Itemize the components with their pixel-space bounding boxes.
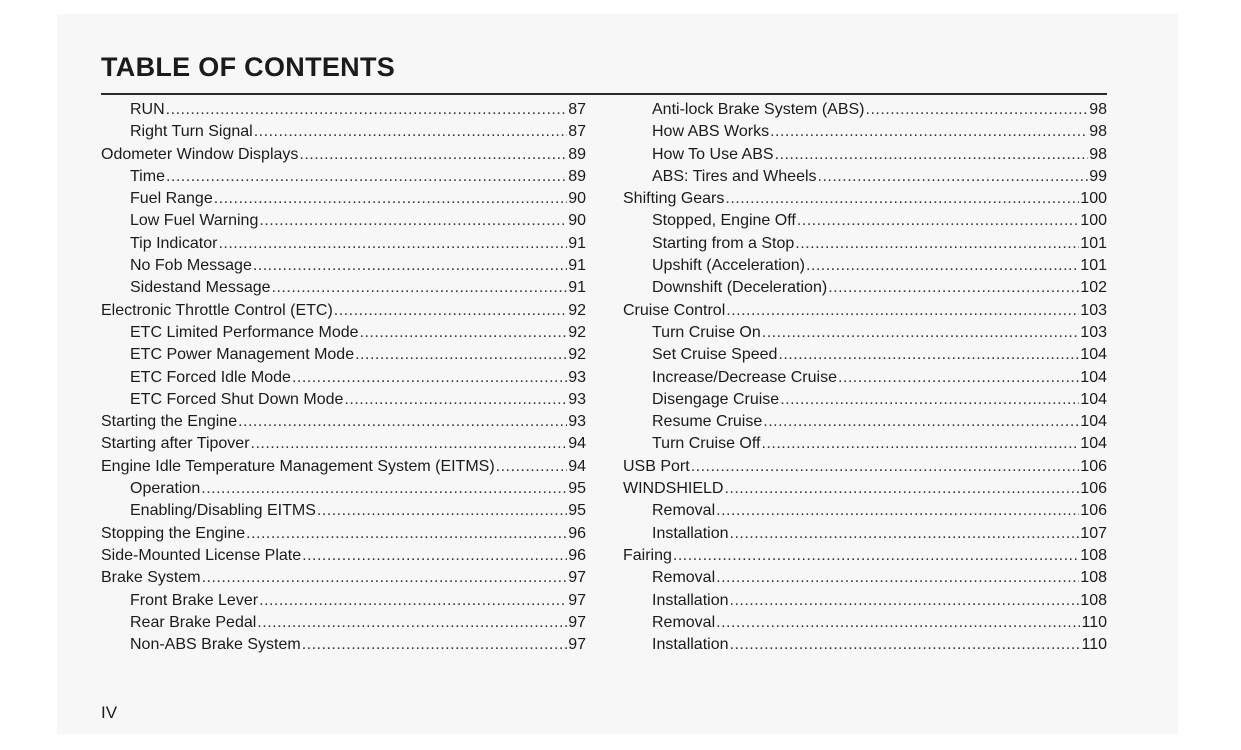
toc-entry-page: 93 — [568, 368, 586, 386]
toc-entry[interactable] — [623, 545, 1107, 567]
dot-leader — [317, 500, 567, 522]
toc-entry-label: Rear Brake Pedal — [130, 613, 257, 631]
toc-entry-label: Downshift (Deceleration) — [652, 279, 828, 297]
toc-entry-page: 106 — [1080, 480, 1107, 498]
toc-entry-label: Low Fuel Warning — [130, 212, 259, 230]
toc-entry-label: Set Cruise Speed — [652, 346, 778, 364]
toc-entry-label: ETC Limited Performance Mode — [130, 323, 359, 341]
toc-entry-label: Installation — [652, 636, 729, 654]
toc-entry[interactable] — [101, 411, 586, 433]
toc-entry[interactable] — [101, 433, 586, 455]
dot-leader — [253, 255, 567, 277]
toc-entry-page: 103 — [1080, 301, 1107, 319]
dot-leader — [770, 121, 1088, 143]
dot-leader — [726, 300, 1079, 322]
toc-entry-label: WINDSHIELD — [623, 480, 724, 498]
toc-entry[interactable] — [101, 322, 586, 344]
dot-leader — [673, 545, 1079, 567]
toc-entry-label: Front Brake Lever — [130, 591, 259, 609]
toc-entry-page: 99 — [1089, 167, 1107, 185]
toc-entry-label: Sidestand Message — [130, 279, 271, 297]
toc-left-column — [101, 99, 586, 656]
toc-entry[interactable] — [101, 121, 586, 143]
toc-entry-page: 98 — [1089, 123, 1107, 141]
toc-entry-label: Starting after Tipover — [101, 435, 250, 453]
toc-entry[interactable] — [623, 121, 1107, 143]
toc-entry-label: ETC Forced Shut Down Mode — [130, 390, 344, 408]
dot-leader — [716, 612, 1080, 634]
toc-entry-page: 104 — [1080, 346, 1107, 364]
toc-entry-page: 104 — [1080, 368, 1107, 386]
toc-entry-page: 90 — [568, 190, 586, 208]
toc-entry[interactable] — [101, 344, 586, 366]
toc-entry-page: 95 — [568, 480, 586, 498]
toc-entry[interactable] — [623, 210, 1107, 232]
dot-leader — [272, 277, 568, 299]
dot-leader — [299, 144, 567, 166]
toc-entry-page: 98 — [1089, 145, 1107, 163]
toc-entry-label: Resume Cruise — [652, 413, 763, 431]
dot-leader — [257, 612, 567, 634]
dot-leader — [360, 322, 568, 344]
dot-leader — [780, 389, 1079, 411]
toc-entry-label: No Fob Message — [130, 257, 252, 275]
toc-entry-page: 108 — [1080, 546, 1107, 564]
toc-entry[interactable] — [623, 590, 1107, 612]
toc-entry[interactable] — [623, 456, 1107, 478]
toc-entry-label: Right Turn Signal — [130, 123, 253, 141]
toc-entry[interactable] — [623, 634, 1107, 656]
toc-entry[interactable] — [623, 411, 1107, 433]
toc-entry[interactable] — [101, 99, 586, 121]
dot-leader — [797, 210, 1079, 232]
toc-entry[interactable] — [623, 233, 1107, 255]
toc-entry-label: Brake System — [101, 569, 201, 587]
dot-leader — [238, 411, 567, 433]
toc-entry-page: 98 — [1089, 101, 1107, 118]
dot-leader — [762, 322, 1080, 344]
toc-entry-label: Tip Indicator — [130, 234, 218, 252]
dot-leader — [724, 478, 1079, 500]
dot-leader — [254, 121, 567, 143]
toc-entry-label: Electronic Throttle Control (ETC) — [101, 301, 333, 319]
toc-entry-page: 92 — [568, 323, 586, 341]
toc-entry[interactable] — [101, 367, 586, 389]
toc-entry-label: Engine Idle Temperature Management System (EITMS) — [101, 457, 495, 475]
toc-entry[interactable] — [101, 545, 586, 567]
toc-entry-page: 104 — [1080, 413, 1107, 431]
toc-entry-label: Turn Cruise On — [652, 323, 761, 341]
toc-entry-label: Time — [130, 167, 165, 185]
toc-entry[interactable] — [623, 277, 1107, 299]
toc-entry-label: Odometer Window Displays — [101, 145, 299, 163]
toc-entry-page: 93 — [568, 390, 586, 408]
toc-entry-label: Cruise Control — [623, 301, 726, 319]
toc-entry-label: Stopping the Engine — [101, 524, 246, 542]
dot-leader — [214, 188, 567, 210]
toc-entry-page: 110 — [1081, 613, 1107, 631]
toc-entry-label: Side-Mounted License Plate — [101, 546, 302, 564]
toc-entry-page: 93 — [568, 413, 586, 431]
toc-entry[interactable] — [623, 478, 1107, 500]
toc-entry-page: 104 — [1080, 390, 1107, 408]
toc-entry-page: 101 — [1080, 257, 1107, 275]
toc-entry[interactable] — [623, 255, 1107, 277]
toc-entry[interactable] — [623, 523, 1107, 545]
toc-entry-page: 102 — [1080, 279, 1107, 297]
dot-leader — [218, 233, 567, 255]
page-number: IV — [101, 703, 118, 722]
dot-leader — [166, 99, 568, 121]
toc-entry-label: Non-ABS Brake System — [130, 636, 301, 654]
dot-leader — [251, 433, 568, 455]
toc-entry-label: Removal — [652, 613, 716, 631]
dot-leader — [201, 478, 567, 500]
toc-entry[interactable] — [101, 612, 586, 634]
toc-entry-label: Fairing — [623, 546, 672, 564]
toc-entry-label: Removal — [652, 502, 716, 520]
toc-entry-page: 94 — [568, 457, 586, 475]
toc-entry-label: Turn Cruise Off — [652, 435, 761, 453]
toc-entry[interactable] — [101, 456, 586, 478]
toc-entry-label: Installation — [652, 524, 729, 542]
toc-entry[interactable] — [101, 567, 586, 589]
dot-leader — [730, 523, 1080, 545]
toc-right-column — [623, 99, 1107, 656]
toc-entry-label: USB Port — [623, 457, 690, 475]
toc-entry[interactable] — [623, 322, 1107, 344]
toc-entry-page: 92 — [568, 346, 586, 364]
toc-entry[interactable] — [623, 188, 1107, 210]
toc-entry[interactable] — [101, 478, 586, 500]
dot-leader — [259, 210, 567, 232]
toc-entry-page: 91 — [568, 234, 586, 252]
toc-entry-page: 92 — [568, 301, 586, 319]
toc-entry-page: 94 — [568, 435, 586, 453]
toc-entry-page: 96 — [568, 524, 586, 542]
dot-leader — [716, 500, 1079, 522]
dot-leader — [866, 99, 1089, 121]
toc-entry-page: 97 — [568, 636, 586, 654]
toc-entry[interactable] — [101, 523, 586, 545]
toc-entry-page: 100 — [1080, 212, 1107, 230]
page-title: TABLE OF CONTENTS — [101, 52, 396, 82]
toc-entry-page: 101 — [1080, 234, 1107, 252]
toc-entry-page: 91 — [568, 279, 586, 297]
toc-entry[interactable] — [623, 389, 1107, 411]
dot-leader — [828, 277, 1079, 299]
toc-entry-label: Fuel Range — [130, 190, 213, 208]
dot-leader — [259, 590, 567, 612]
toc-entry[interactable] — [101, 144, 586, 166]
toc-entry[interactable] — [623, 612, 1107, 634]
toc-entry-page: 89 — [568, 167, 586, 185]
toc-entry[interactable] — [623, 144, 1107, 166]
toc-entry-label: How ABS Works — [652, 123, 770, 141]
dot-leader — [775, 144, 1089, 166]
toc-entry-page: 91 — [568, 257, 586, 275]
toc-entry-label: Anti-lock Brake System (ABS) — [652, 101, 865, 118]
title-divider — [101, 93, 1107, 95]
toc-entry-label: Disengage Cruise — [652, 390, 780, 408]
toc-entry-page: 87 — [568, 101, 586, 118]
toc-entry-page: 106 — [1080, 457, 1107, 475]
toc-entry[interactable] — [101, 590, 586, 612]
toc-entry-page: 87 — [568, 123, 586, 141]
toc-entry[interactable] — [623, 567, 1107, 589]
dot-leader — [763, 411, 1079, 433]
dot-leader — [838, 367, 1079, 389]
toc-entry[interactable] — [101, 634, 586, 656]
toc-entry-label: Enabling/Disabling EITMS — [130, 502, 316, 520]
toc-entry[interactable] — [101, 277, 586, 299]
toc-entry-label: Installation — [652, 591, 729, 609]
toc-entry-page: 97 — [568, 591, 586, 609]
toc-entry-page: 100 — [1080, 190, 1107, 208]
dot-leader — [730, 590, 1080, 612]
toc-entry[interactable] — [623, 367, 1107, 389]
toc-entry-page: 110 — [1081, 636, 1107, 654]
toc-entry[interactable] — [101, 233, 586, 255]
toc-entry[interactable] — [101, 389, 586, 411]
dot-leader — [725, 188, 1079, 210]
toc-entry-page: 96 — [568, 546, 586, 564]
dot-leader — [716, 567, 1079, 589]
dot-leader — [806, 255, 1079, 277]
dot-leader — [818, 166, 1089, 188]
toc-entry-label: Removal — [652, 569, 716, 587]
toc-entry[interactable] — [101, 255, 586, 277]
toc-entry[interactable] — [623, 500, 1107, 522]
toc-entry-label: Increase/Decrease Cruise — [652, 368, 837, 386]
dot-leader — [355, 344, 567, 366]
toc-entry-label: How To Use ABS — [652, 145, 774, 163]
toc-entry-page: 104 — [1080, 435, 1107, 453]
toc-entry-label: RUN — [130, 101, 165, 118]
dot-leader — [202, 567, 568, 589]
toc-entry-label: Starting from a Stop — [652, 234, 795, 252]
dot-leader — [166, 166, 567, 188]
toc-entry[interactable] — [101, 300, 586, 322]
toc-entry-label: Stopped, Engine Off — [652, 212, 796, 230]
toc-entry-page: 95 — [568, 502, 586, 520]
toc-entry[interactable] — [623, 166, 1107, 188]
toc-entry-label: Operation — [130, 480, 201, 498]
dot-leader — [730, 634, 1081, 656]
dot-leader — [292, 367, 567, 389]
toc-entry-page: 106 — [1080, 502, 1107, 520]
toc-entry[interactable] — [623, 433, 1107, 455]
dot-leader — [302, 545, 567, 567]
toc-entry[interactable] — [101, 210, 586, 232]
toc-entry-page: 108 — [1080, 569, 1107, 587]
toc-entry-page: 97 — [568, 569, 586, 587]
toc-entry-label: ETC Forced Idle Mode — [130, 368, 291, 386]
toc-entry-page: 103 — [1080, 323, 1107, 341]
dot-leader — [691, 456, 1080, 478]
dot-leader — [246, 523, 567, 545]
toc-entry-label: Shifting Gears — [623, 190, 725, 208]
toc-entry[interactable] — [623, 99, 1107, 121]
dot-leader — [344, 389, 567, 411]
toc-entry-label: Starting the Engine — [101, 413, 238, 431]
dot-leader — [778, 344, 1079, 366]
toc-entry[interactable] — [101, 188, 586, 210]
toc-entry-page: 97 — [568, 613, 586, 631]
toc-entry-label: Upshift (Acceleration) — [652, 257, 805, 275]
dot-leader — [795, 233, 1079, 255]
toc-entry-page: 107 — [1080, 524, 1107, 542]
toc-entry-page: 108 — [1080, 591, 1107, 609]
toc-entry-label: ETC Power Management Mode — [130, 346, 355, 364]
toc-entry-page: 89 — [568, 145, 586, 163]
dot-leader — [302, 634, 567, 656]
toc-entry-label: ABS: Tires and Wheels — [652, 167, 817, 185]
toc-entry[interactable] — [623, 344, 1107, 366]
toc-entry[interactable] — [101, 166, 586, 188]
dot-leader — [496, 456, 568, 478]
toc-entry[interactable] — [623, 300, 1107, 322]
dot-leader — [334, 300, 567, 322]
toc-entry-page: 90 — [568, 212, 586, 230]
toc-entry[interactable] — [101, 500, 586, 522]
dot-leader — [761, 433, 1079, 455]
